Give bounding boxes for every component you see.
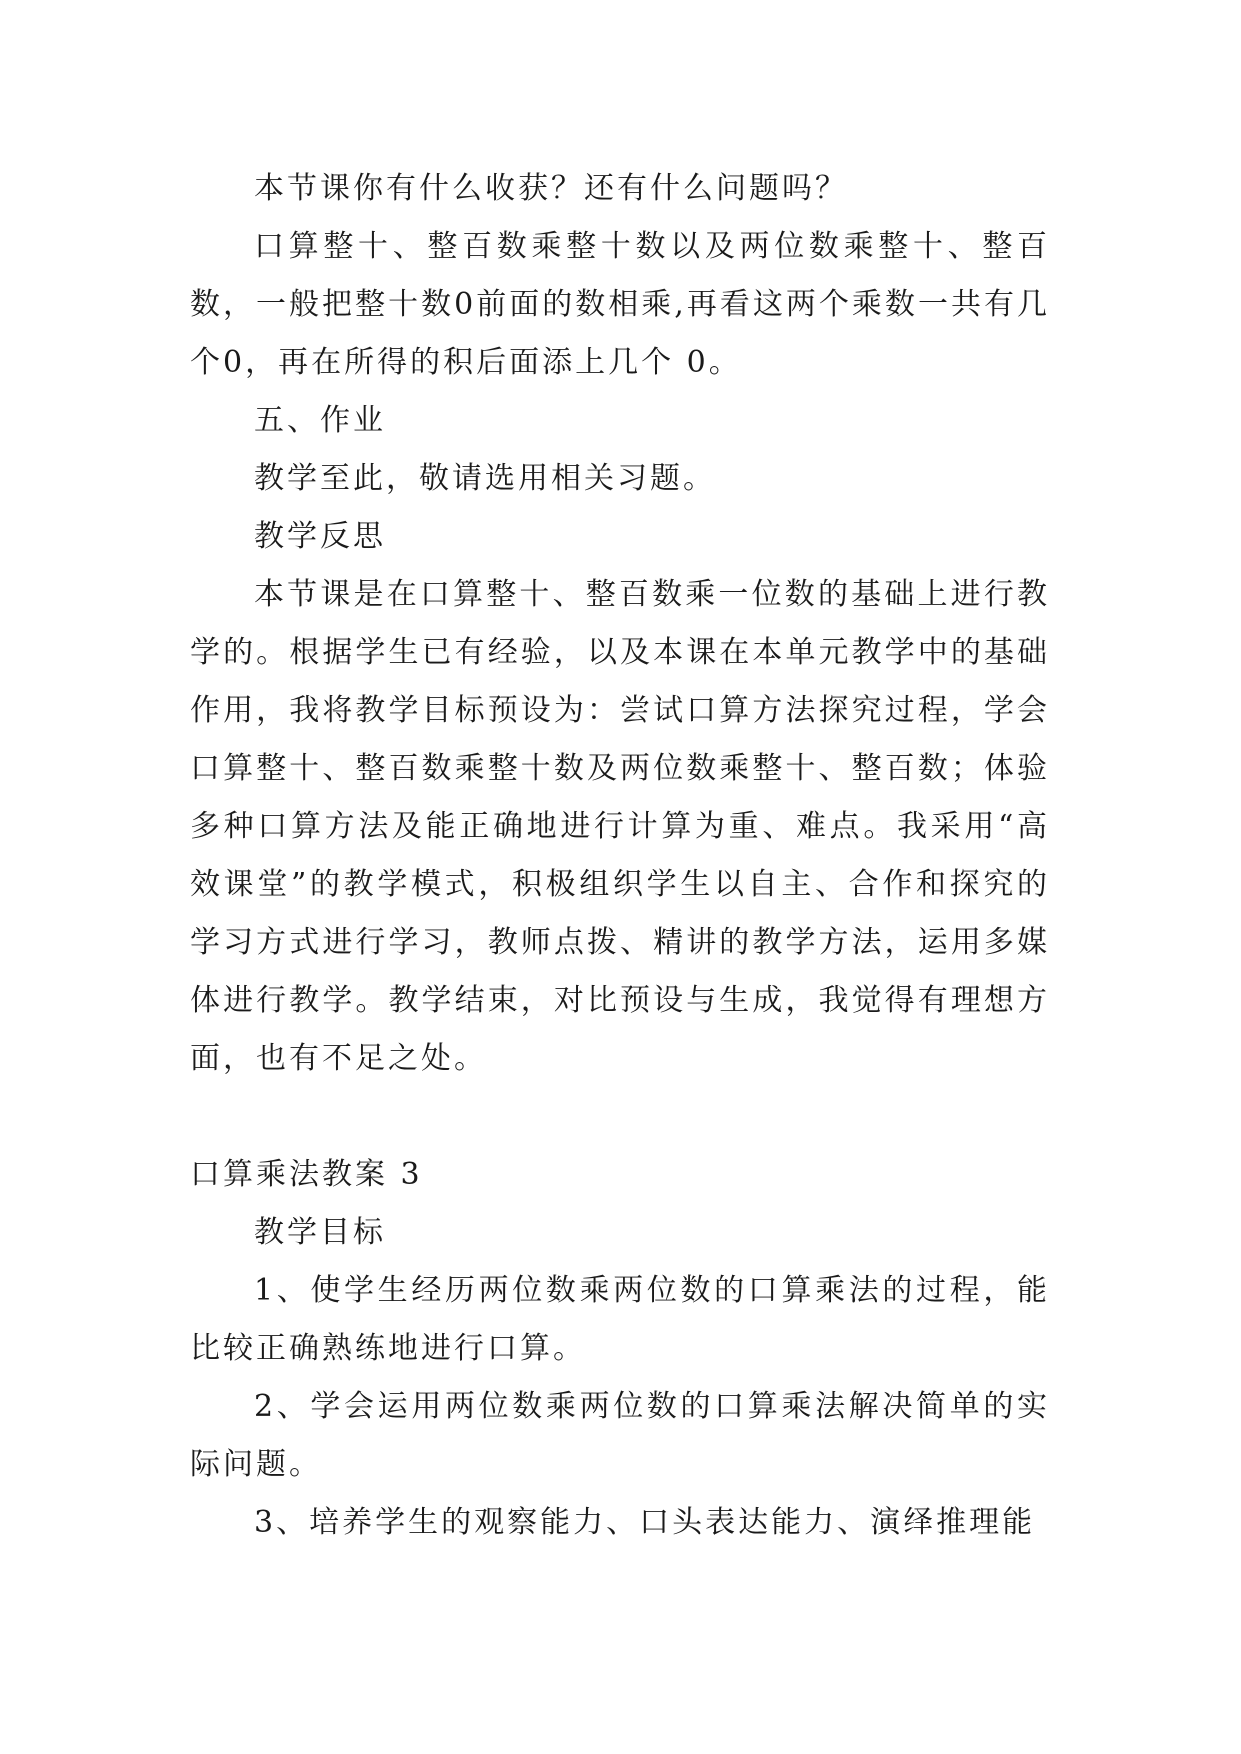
document-page bbox=[190, 160, 1050, 1552]
paragraph-objectives-heading: 教学目标 bbox=[254, 1215, 386, 1250]
paragraph-question: 本节课你有什么收获？还有什么问题吗？ bbox=[254, 171, 848, 206]
paragraph-rule: 口算整十、整百数乘整十数以及两位数乘整十、整百数，一般把整十数0前面的数相乘,再看这两个乘数一共有几个0，再在所得的积后面添上几个 0。 bbox=[190, 229, 1050, 380]
paragraph-objective-3: 3、培养学生的观察能力、口头表达能力、演绎推理能 bbox=[254, 1505, 1036, 1540]
paragraph-reflection: 本节课是在口算整十、整百数乘一位数的基础上进行教学的。根据学生已有经验，以及本课在本单元教学中的基础作用，我将教学目标预设为：尝试口算方法探究过程，学会口算整十、整百数乘整十数及两位数乘整十、整百数；体验多种口算方法及能正确地进行计算为重、难点。我采用“高效课堂”的教学模式，积极组织学生以自主、合作和探究的学习方式进行学习，教师点拨、精讲的教学方法，运用多媒体进行教学。教学结束，对比预设与生成，我觉得有理想方面，也有不足之处。 bbox=[190, 577, 1050, 1076]
paragraph-reflection-heading: 教学反思 bbox=[254, 519, 386, 554]
paragraph-objective-2: 2、学会运用两位数乘两位数的口算乘法解决简单的实际问题。 bbox=[190, 1389, 1050, 1482]
paragraph-objective-1: 1、使学生经历两位数乘两位数的口算乘法的过程，能比较正确熟练地进行口算。 bbox=[190, 1273, 1050, 1366]
paragraph-homework: 教学至此，敬请选用相关习题。 bbox=[254, 461, 716, 496]
paragraph-homework-heading: 五、作业 bbox=[254, 403, 386, 438]
section-title: 口算乘法教案 3 bbox=[190, 1157, 423, 1192]
